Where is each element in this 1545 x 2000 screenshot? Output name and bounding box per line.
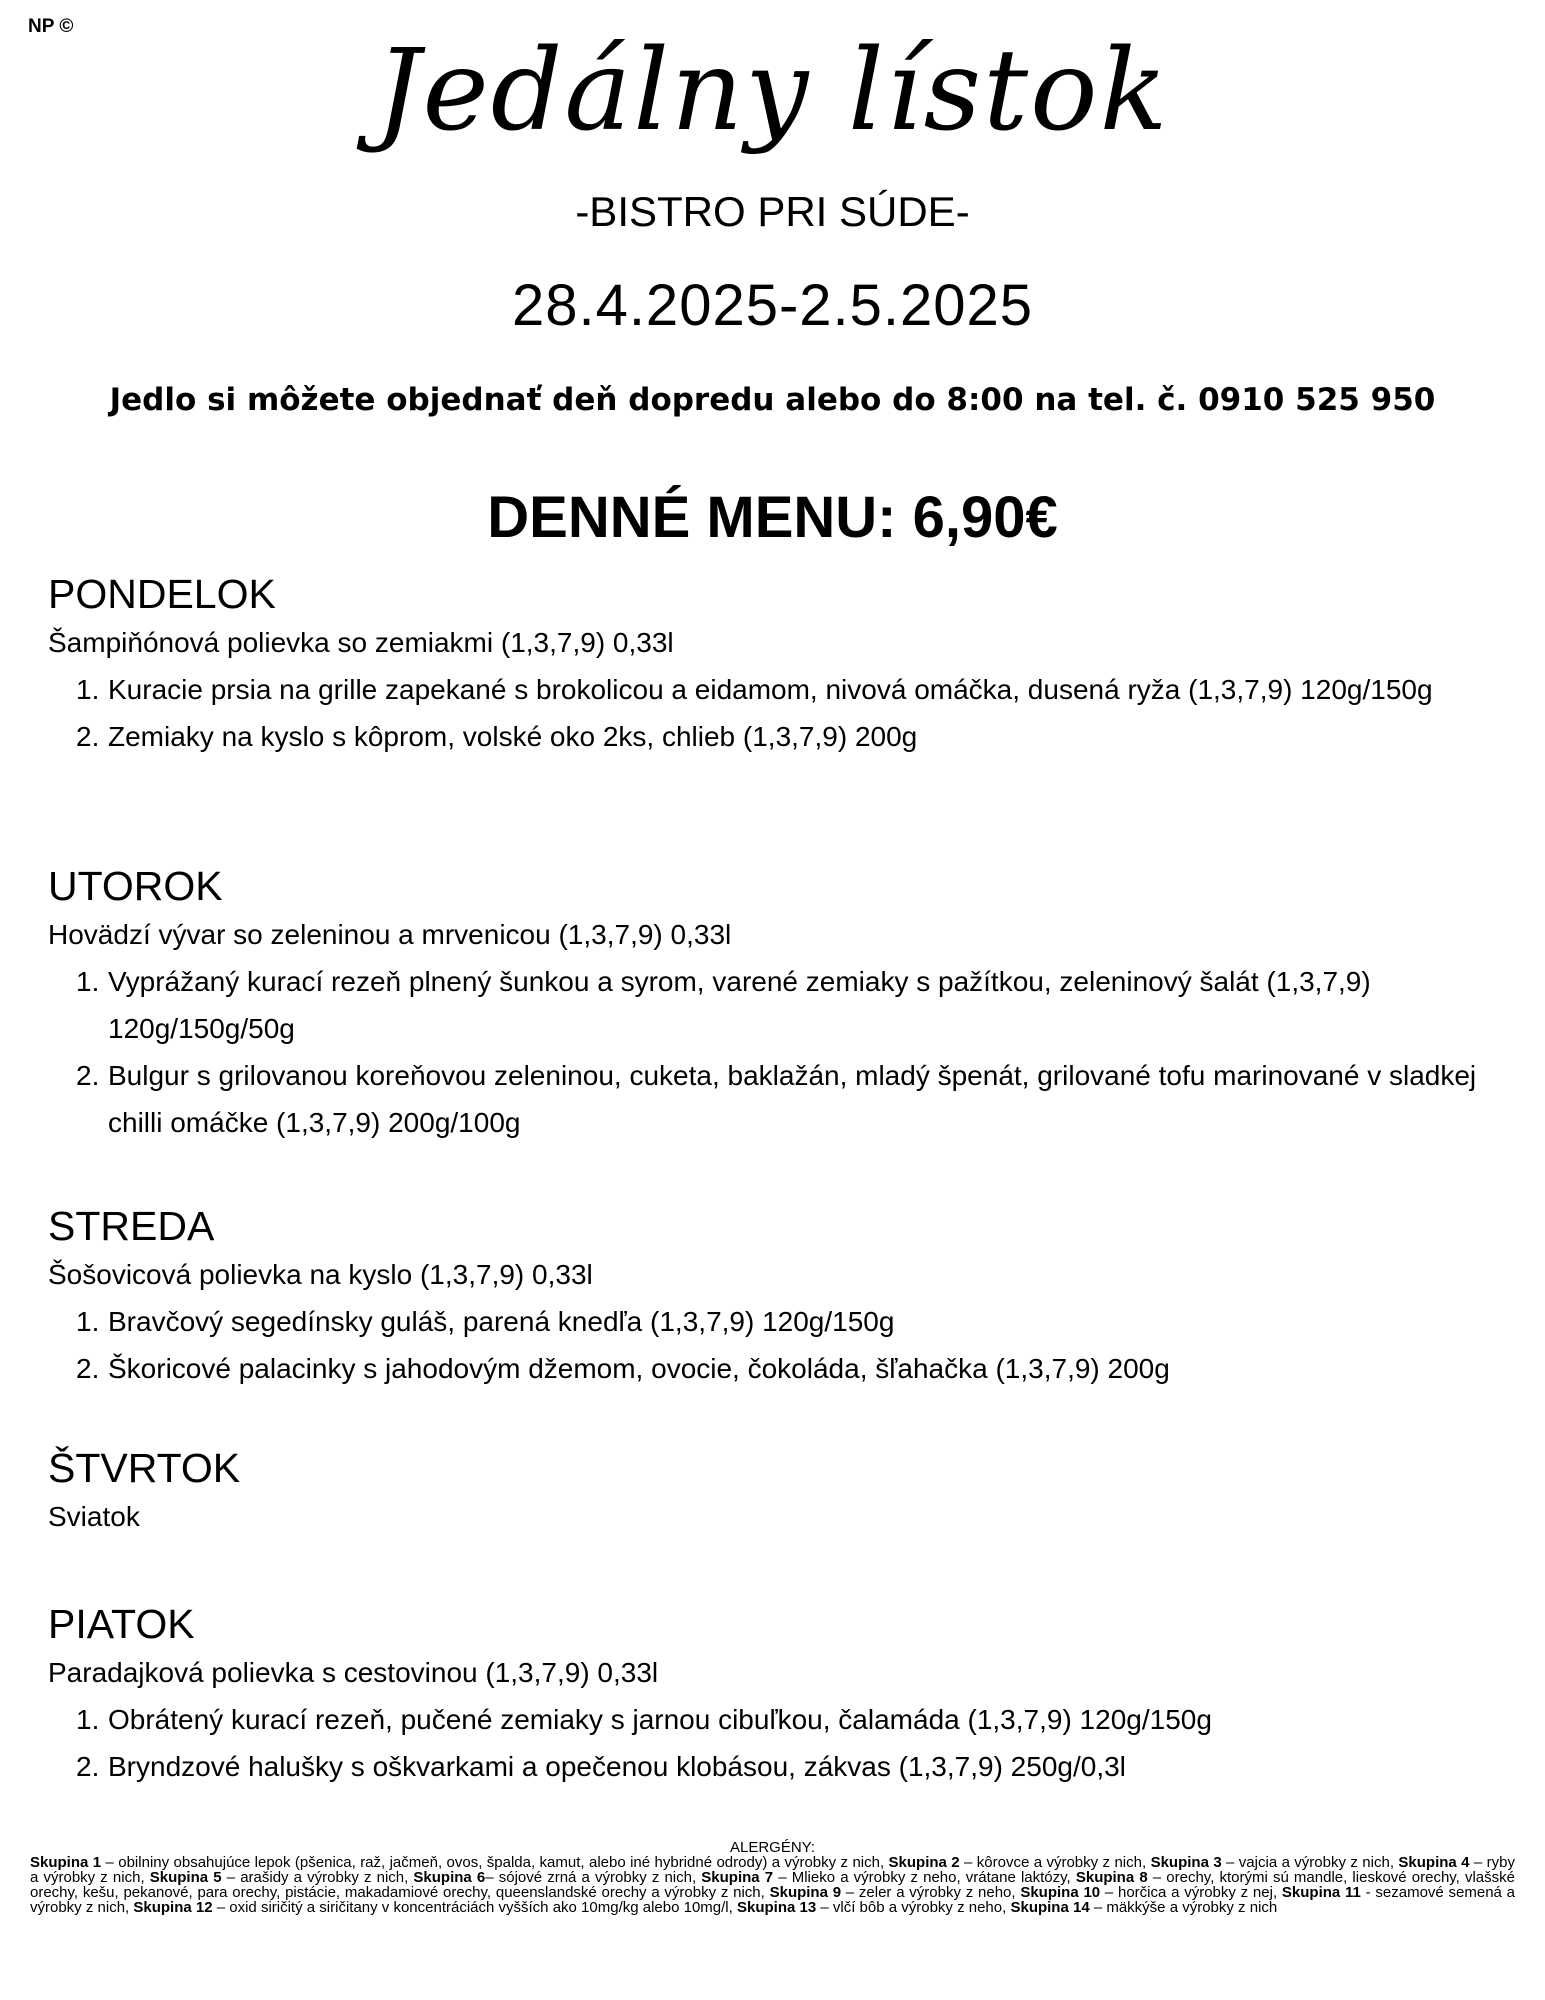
- meal-item: [48, 713, 1508, 760]
- allergen-group-label: Skupina 14: [1010, 1899, 1090, 1916]
- allergen-group-label: Skupina 2: [888, 1854, 960, 1871]
- allergen-group-text: – oxid siričitý a siričitany v koncentráciách vyšších ako 10mg/kg alebo 10mg/l,: [212, 1899, 737, 1916]
- allergen-group-label: Skupina 1: [30, 1854, 102, 1871]
- order-info: Jedlo si môžete objednať deň dopredu alebo do 8:00 na tel. č. 0910 525 950: [109, 382, 1436, 418]
- meal-text: Bryndzové halušky s oškvarkami a opečenou klobásou, zákvas (1,3,7,9) 250g/0,3l: [108, 1751, 1126, 1782]
- allergen-group-label: Skupina 4: [1398, 1854, 1470, 1871]
- meal-item: [48, 958, 1508, 1052]
- allergen-group-label: Skupina 7: [701, 1869, 774, 1886]
- meal-list: [48, 1298, 1508, 1392]
- allergen-group-text: – zeler a výrobky z neho,: [841, 1884, 1021, 1901]
- allergen-group-text: - sezamové semená a výrobky z nich,: [30, 1884, 1515, 1916]
- day-section-thursday: [48, 1440, 1508, 1538]
- meal-list: [48, 958, 1508, 1146]
- meal-text: Bravčový segedínsky guláš, parená knedľa (1,3,7,9) 120g/150g: [108, 1306, 895, 1337]
- allergen-group-text: – Mlieko a výrobky z neho, vrátane laktózy,: [773, 1869, 1076, 1886]
- allergen-group-label: Skupina 12: [133, 1899, 213, 1916]
- meal-number: 2.: [76, 1353, 100, 1384]
- allergen-group-text: – obilniny obsahujúce lepok (pšenica, raž, jačmeň, ovos, špalda, kamut, alebo iné hybridné odrody) a výrobky z nich,: [101, 1854, 889, 1871]
- meal-text: Obrátený kurací rezeň, pučené zemiaky s jarnou cibuľkou, čalamáda (1,3,7,9) 120g/150g: [108, 1704, 1212, 1735]
- day-section-monday: [48, 566, 1508, 760]
- meal-number: 2.: [76, 1751, 100, 1782]
- meal-number: 1.: [76, 674, 100, 705]
- allergen-group-label: Skupina 8: [1075, 1869, 1148, 1886]
- meal-item: [48, 1696, 1508, 1743]
- meal-text: Škoricové palacinky s jahodovým džemom, ovocie, čokoláda, šľahačka (1,3,7,9) 200g: [108, 1353, 1170, 1384]
- meal-number: 1.: [76, 1704, 100, 1735]
- allergen-group-label: Skupina 13: [736, 1899, 817, 1916]
- meal-list: [48, 666, 1508, 760]
- allergen-group-text: – arašidy a výrobky z nich,: [221, 1869, 414, 1886]
- soup-line: Šampiňónová polievka so zemiakmi (1,3,7,9) 0,33l: [48, 627, 674, 658]
- allergen-group-text: – ryby a výrobky z nich,: [30, 1854, 1515, 1886]
- daily-menu-price: DENNÉ MENU: 6,90€: [487, 485, 1058, 550]
- meal-list: [48, 1696, 1508, 1790]
- allergen-group-label: Skupina 9: [769, 1884, 842, 1901]
- copyright-mark: NP ©: [28, 16, 74, 37]
- allergen-group-label: Skupina 3: [1150, 1854, 1222, 1871]
- allergen-group-text: – mäkkýše a výrobky z nich: [1089, 1899, 1278, 1916]
- soup-line: Hovädzí vývar so zeleninou a mrvenicou (1,3,7,9) 0,33l: [48, 919, 732, 950]
- day-name: STREDA: [48, 1203, 215, 1249]
- meal-item: [48, 1052, 1508, 1146]
- meal-number: 1.: [76, 1306, 100, 1337]
- allergens-footer: [30, 1840, 1515, 1915]
- allergen-group-text: – orechy, ktorými sú mandle, lieskové orechy, vlašské orechy, kešu, pekanové, para orechy, pistácie, makadamiové orechy, queenslandské orechy a výrobky z nich,: [30, 1869, 1515, 1901]
- allergen-group-label: Skupina 5: [149, 1869, 222, 1886]
- meal-item: [48, 1345, 1508, 1392]
- meal-item: [48, 1298, 1508, 1345]
- meal-text: Zemiaky na kyslo s kôprom, volské oko 2ks, chlieb (1,3,7,9) 200g: [108, 721, 918, 752]
- meal-text: Bulgur s grilovanou koreňovou zeleninou, cuketa, baklažán, mladý špenát, grilované tofu marinované v sladkej chilli omáčke (1,3,7,9) 200g/100g: [108, 1060, 1477, 1138]
- day-name: ŠTVRTOK: [48, 1445, 241, 1491]
- soup-line: Paradajková polievka s cestovinou (1,3,7,9) 0,33l: [48, 1657, 659, 1688]
- meal-item: [48, 666, 1508, 713]
- allergen-group-label: Skupina 11: [1281, 1884, 1361, 1901]
- allergen-group-label: Skupina 10: [1020, 1884, 1101, 1901]
- meal-number: 2.: [76, 721, 100, 752]
- holiday-note: Sviatok: [48, 1501, 140, 1532]
- allergen-group-text: – vajcia a výrobky z nich,: [1221, 1854, 1399, 1871]
- day-section-wednesday: [48, 1198, 1508, 1392]
- allergen-group-text: – vlčí bôb a výrobky z neho,: [816, 1899, 1011, 1916]
- menu-title: Jedálny lístok: [375, 26, 1170, 156]
- allergen-group-text: – sójové zrná a výrobky z nich,: [485, 1869, 702, 1886]
- allergen-group-label: Skupina 6: [413, 1869, 486, 1886]
- bistro-name: -BISTRO PRI SÚDE-: [575, 188, 970, 235]
- day-name: PONDELOK: [48, 571, 276, 617]
- allergens-heading: ALERGÉNY:: [729, 1839, 816, 1856]
- soup-line: Šošovicová polievka na kyslo (1,3,7,9) 0,33l: [48, 1259, 593, 1290]
- date-range: 28.4.2025-2.5.2025: [511, 273, 1034, 338]
- meal-item: [48, 1743, 1508, 1790]
- allergen-group-text: – kôrovce a výrobky z nich,: [959, 1854, 1151, 1871]
- meal-number: 1.: [76, 966, 100, 997]
- day-section-friday: [48, 1596, 1508, 1790]
- meal-text: Kuracie prsia na grille zapekané s brokolicou a eidamom, nivová omáčka, dusená ryža (1,3,7,9) 120g/150g: [108, 674, 1433, 705]
- day-name: PIATOK: [48, 1601, 195, 1647]
- day-section-tuesday: [48, 858, 1508, 1146]
- day-name: UTOROK: [48, 863, 223, 909]
- allergen-group-text: – horčica a výrobky z nej,: [1100, 1884, 1282, 1901]
- meal-number: 2.: [76, 1060, 100, 1091]
- meal-text: Vyprážaný kurací rezeň plnený šunkou a syrom, varené zemiaky s pažítkou, zeleninový šalát (1,3,7,9) 120g/150g/50g: [108, 966, 1371, 1044]
